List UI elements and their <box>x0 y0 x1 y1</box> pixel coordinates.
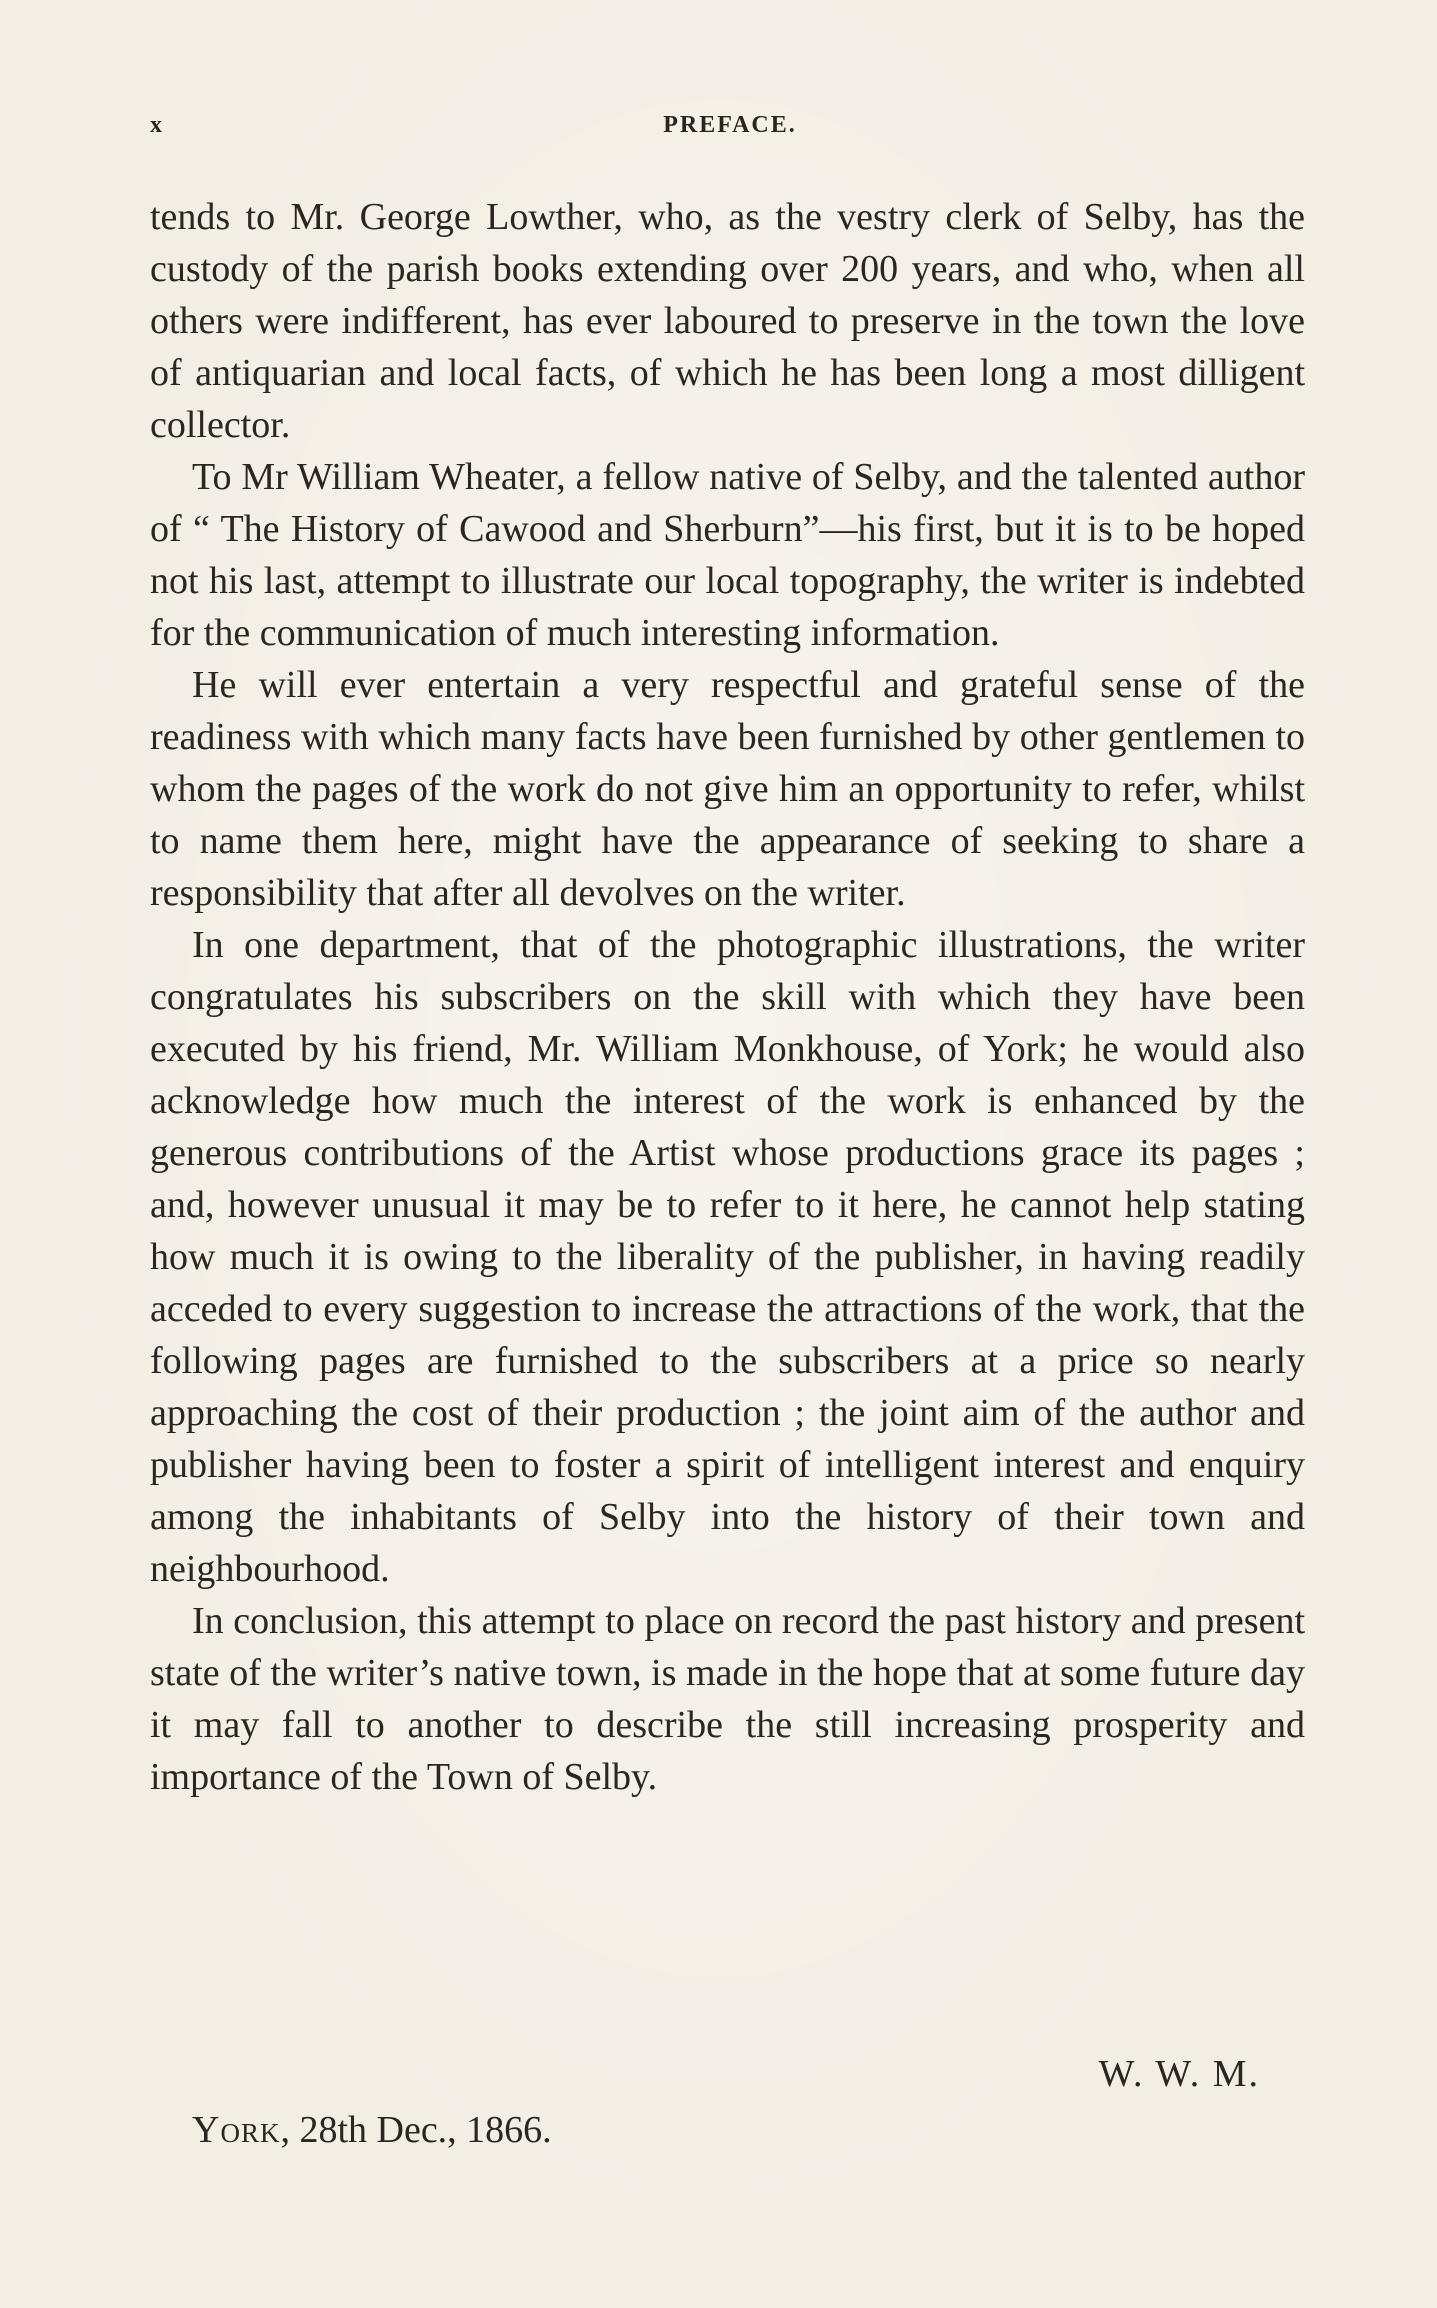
running-title: PREFACE. <box>663 112 797 138</box>
dateline-date: , 28th Dec., 1866. <box>280 2109 552 2151</box>
paragraph-gentlemen: He will ever entertain a very respectful and grateful sense of the readiness with which many facts have been furnished by other gentlemen to whom the pages of the work do not give him an opportunity to refer, whilst to name them here, might have the appearance of seeking to share a responsibility that after all devolves on the writer. <box>150 664 1305 914</box>
paragraph-wheater: To Mr William Wheater, a fellow native of Selby, and the talented author of “ The History of Cawood and Sherburn”—his first, but it is to be hoped not his last, attempt to illustrate our local topography, the writer is indebted for the communication of much interesting information. <box>150 456 1305 654</box>
page-number: x <box>150 112 164 138</box>
paragraph-continued: tends to Mr. George Lowther, who, as the vestry clerk of Selby, has the custody of the parish books extending over 200 years, and who, when all others were indifferent, has ever laboured to preserve in the town the love of antiquarian and local facts, of which he has been long a most dilligent collector. <box>150 196 1305 446</box>
author-signature: W. W. M. <box>1098 2053 1260 2095</box>
dateline <box>192 2108 552 2152</box>
page-header <box>150 112 1310 152</box>
paragraph-illustrations: In one department, that of the photographic illustrations, the writer congratulates his subscribers on the skill with which they have been executed by his friend, Mr. William Monkhouse, of York; he would also acknowledge how much the interest of the work is enhanced by the generous contributions of the Artist whose productions grace its pages ; and, however unusual it may be to refer to it here, he cannot help stating how much it is owing to the liberality of the publisher, in having readily acceded to every suggestion to increase the attractions of the work, that the following pages are furnished to the subscribers at a price so nearly approaching the cost of their production ; the joint aim of the author and publisher having been to foster a spirit of intelligent interest and enquiry among the inhabitants of Selby into the history of their town and neighbourhood. <box>150 924 1305 1590</box>
dateline-place: York <box>192 2109 281 2151</box>
preface-body <box>150 191 1305 1803</box>
paragraph-conclusion: In conclusion, this attempt to place on record the past history and present state of the writer’s native town, is made in the hope that at some future day it may fall to another to describe the still increasing prosperity and importance of the Town of Selby. <box>150 1600 1305 1798</box>
